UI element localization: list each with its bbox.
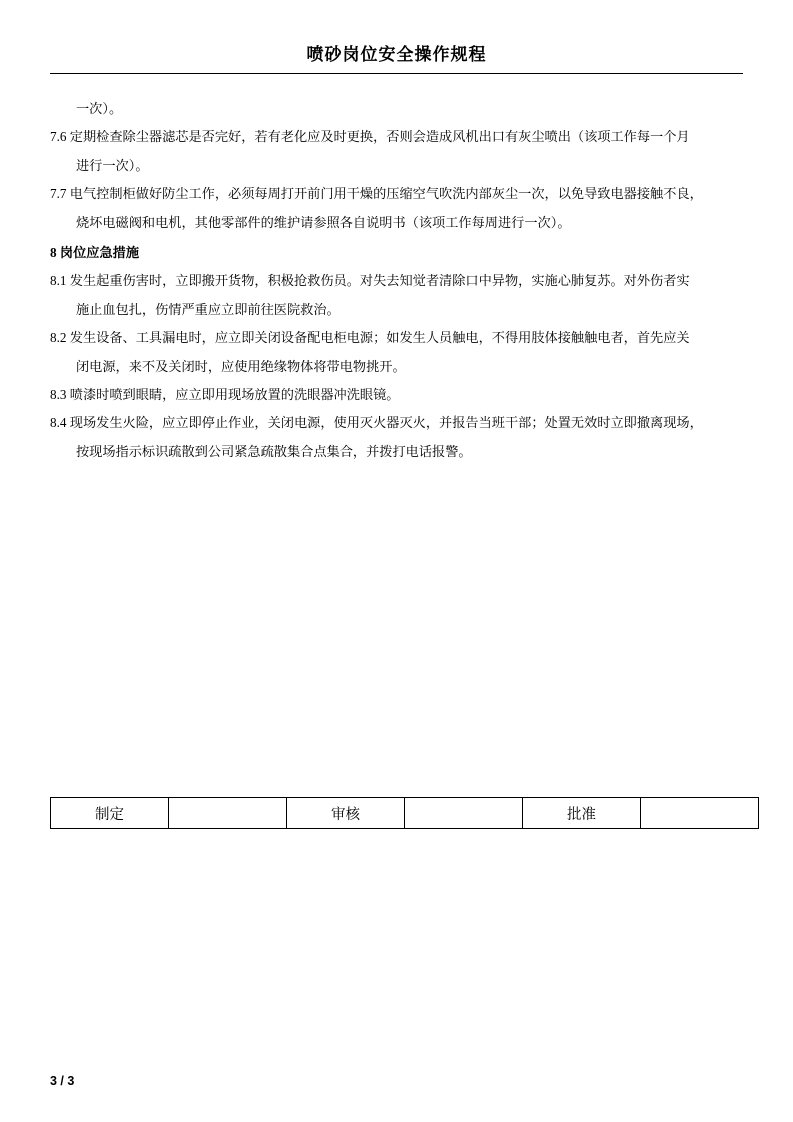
blank-space [50,467,743,797]
paragraph: 8.1 发生起重伤害时，立即搬开货物，积极抢救伤员。对失去知觉者清除口中异物，实施心肺复苏。对外伤者实 [50,273,690,289]
signature-table [50,797,759,829]
paragraph: 一次）。 [76,101,123,116]
paragraph: 8.4 现场发生火险，应立即停止作业，关闭电源，使用灭火器灭火，并报告当班干部；处置无效时立即撤离现场， [50,415,703,431]
signature-label-approved: 批准 [523,798,641,829]
signature-value-reviewed[interactable] [405,798,523,829]
page-number: 3 / 3 [50,1074,75,1088]
paragraph: 8.3 喷漆时喷到眼睛，应立即用现场放置的洗眼器冲洗眼镜。 [50,387,400,403]
section-heading: 8 岗位应急措施 [50,245,140,261]
signature-value-approved[interactable] [641,798,759,829]
signature-label-prepared: 制定 [51,798,169,829]
paragraph: 8.2 发生设备、工具漏电时，应立即关闭设备配电柜电源；如发生人员触电，不得用肢体接触触电者，首先应关 [50,330,690,346]
paragraph: 7.7 电气控制柜做好防尘工作，必须每周打开前门用干燥的压缩空气吹洗内部灰尘一次，以免导致电器接触不良， [50,186,703,202]
header-divider [50,73,743,74]
paragraph: 烧坏电磁阀和电机，其他零部件的维护请参照各自说明书（该项工作每周进行一次）。 [76,214,571,230]
paragraph: 闭电源，来不及关闭时，应使用绝缘物体将带电物挑开。 [76,358,406,374]
signature-value-prepared[interactable] [169,798,287,829]
signature-label-reviewed: 审核 [287,798,405,829]
paragraph: 进行一次）。 [76,157,149,173]
document-body [50,96,743,465]
table-row [51,798,759,829]
paragraph: 按现场指示标识疏散到公司紧急疏散集合点集合，并拨打电话报警。 [76,443,472,459]
paragraph: 施止血包扎，伤情严重应立即前往医院救治。 [76,301,340,317]
paragraph: 7.6 定期检查除尘器滤芯是否完好，若有老化应及时更换，否则会造成风机出口有灰尘喷出（该项工作每一个月 [50,129,690,145]
page-title: 喷砂岗位安全操作规程 [306,45,487,64]
